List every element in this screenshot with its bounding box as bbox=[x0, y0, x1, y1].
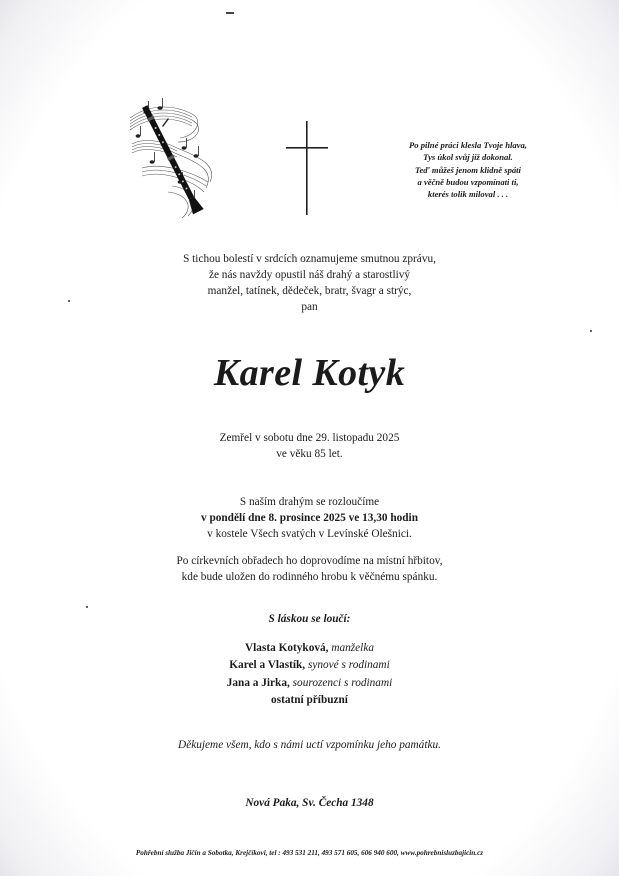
mourner-relation: synové s rodinami bbox=[307, 659, 390, 672]
motto-line: Tys úkol svůj již dokonal. bbox=[423, 152, 513, 163]
deceased-name: Karel Kotyk bbox=[213, 352, 406, 394]
funeral-place: v kostele Všech svatých v Levínské Olešnici. bbox=[207, 528, 412, 540]
intro-line: S tichou bolestí v srdcích oznamujeme smutnou zprávu, bbox=[183, 253, 436, 265]
announcement-intro bbox=[0, 251, 619, 315]
clarinet-with-music-notes-icon bbox=[122, 96, 222, 224]
mourner-relation: sourozenci s rodinami bbox=[292, 676, 393, 689]
burial-line: kde bude uložen do rodinného hrobu k věčnému spánku. bbox=[181, 571, 438, 583]
mourner-name: Vlasta Kotyková, bbox=[245, 642, 329, 654]
funeral-info bbox=[0, 494, 619, 542]
mourner-name: ostatní příbuzní bbox=[271, 694, 348, 707]
motto-line: Po pilné práci klesla Tvoje hlava, bbox=[409, 140, 527, 150]
cross-icon bbox=[284, 121, 330, 215]
scan-speck bbox=[68, 300, 70, 302]
mourner-name: Jana a Jirka, bbox=[226, 676, 290, 689]
scan-mark bbox=[226, 12, 234, 14]
motto-line: a věčně budou vzpomínati ti, bbox=[417, 176, 519, 187]
funeral-datetime: v pondělí dne 8. prosince 2025 ve 13,30 hodin bbox=[201, 512, 418, 524]
mourners-list bbox=[0, 640, 619, 710]
burial-info bbox=[0, 553, 619, 585]
mourner-name: Karel a Vlastík, bbox=[229, 659, 306, 672]
list-item bbox=[0, 640, 619, 657]
list-item bbox=[0, 657, 619, 674]
intro-line: že nás navždy opustil náš drahý a starostlivý bbox=[208, 269, 411, 281]
scan-speck bbox=[590, 330, 592, 332]
motto-line: kterés tolik miloval . . . bbox=[427, 189, 509, 200]
intro-line: pan bbox=[301, 301, 318, 313]
mourner-relation: manželka bbox=[331, 642, 374, 654]
death-info bbox=[0, 430, 619, 462]
burial-line: Po církevních obřadech ho doprovodíme na místní hřbitov, bbox=[176, 555, 443, 567]
intro-line: manžel, tatínek, dědeček, bratr, švagr a strýc, bbox=[207, 285, 412, 297]
death-line: Zemřel v sobotu dne 29. listopadu 2025 bbox=[219, 432, 400, 444]
scan-speck bbox=[86, 606, 88, 608]
family-address: Nová Paka, Sv. Čecha 1348 bbox=[245, 797, 374, 809]
list-item bbox=[0, 675, 619, 692]
thanks-note: Děkujeme všem, kdo s námi uctí vzpomínku jeho památku. bbox=[178, 739, 441, 751]
funeral-line: S naším drahým se rozloučíme bbox=[239, 496, 380, 508]
motto-poem bbox=[380, 139, 556, 200]
death-line: ve věku 85 let. bbox=[276, 448, 343, 460]
funeral-service-footer: Pohřební služba Jičín a Sobotka, Krejčíkovi, tel : 493 531 211, 493 571 605, 606 940 600, www.pohrebnisluzbajicin.cz bbox=[135, 849, 484, 857]
motto-line: Teď můžeš jenom klidně spáti bbox=[415, 164, 521, 175]
list-item bbox=[0, 692, 619, 709]
mourners-title: S láskou se loučí: bbox=[268, 613, 351, 625]
